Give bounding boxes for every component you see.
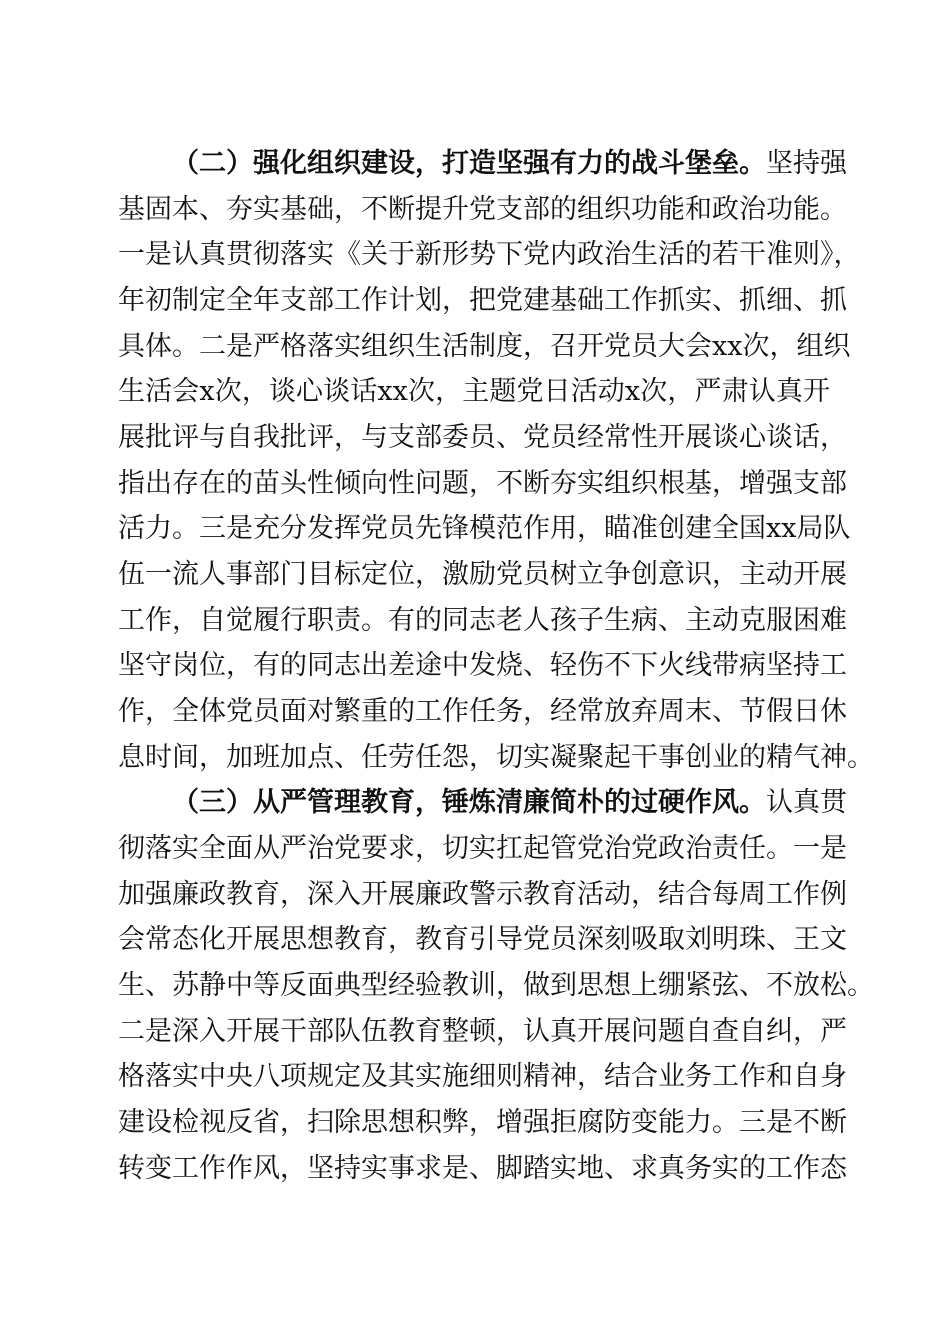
section2-line-12: 坚守岗位，有的同志出差途中发烧、轻伤不下火线带病坚持工 bbox=[118, 650, 847, 681]
section2-line-2: 基固本、夯实基础，不断提升党支部的组织功能和政治功能。 bbox=[118, 194, 847, 225]
section3-heading: （三）从严管理教育，锤炼清廉简朴的过硬作风。 bbox=[172, 787, 766, 818]
section2-line-7: 展批评与自我批评，与支部委员、党员经常性开展谈心谈话， bbox=[118, 422, 847, 453]
section3-line-6: 二是深入开展干部队伍教育整顿，认真开展问题自查自纠，严 bbox=[118, 1016, 847, 1047]
section3-line-1-text: 认真贯 bbox=[766, 787, 847, 818]
section3-line-2: 彻落实全面从严治党要求，切实扛起管党治党政治责任。一是 bbox=[118, 833, 847, 864]
section2-line-4: 年初制定全年支部工作计划，把党建基础工作抓实、抓细、抓 bbox=[118, 285, 847, 316]
section2-line-1 bbox=[172, 144, 847, 184]
section2-line-13: 作，全体党员面对繁重的工作任务，经常放弃周末、节假日休 bbox=[118, 696, 847, 727]
section3-line-7: 格落实中央八项规定及其实施细则精神，结合业务工作和自身 bbox=[118, 1061, 847, 1092]
section2-line-1-text: 坚持强 bbox=[766, 148, 847, 179]
section2-line-10: 伍一流人事部门目标定位，激励党员树立争创意识，主动开展 bbox=[118, 559, 847, 590]
section3-line-5: 生、苏静中等反面典型经验教训，做到思想上绷紧弦、不放松。 bbox=[118, 970, 874, 1001]
section2-line-8: 指出存在的苗头性倾向性问题，不断夯实组织根基，增强支部 bbox=[118, 468, 847, 499]
section2-line-11: 工作，自觉履行职责。有的同志老人孩子生病、主动克服困难 bbox=[118, 605, 847, 636]
section2-line-5: 具体。二是严格落实组织生活制度，召开党员大会xx次，组织 bbox=[118, 331, 851, 362]
section2-line-9: 活力。三是充分发挥党员先锋模范作用，瞄准创建全国xx局队 bbox=[118, 513, 851, 544]
section3-line-1 bbox=[172, 783, 847, 823]
section2-line-6: 生活会x次，谈心谈话xx次，主题党日活动x次，严肃认真开 bbox=[118, 376, 830, 407]
section3-line-3: 加强廉政教育，深入开展廉政警示教育活动，结合每周工作例 bbox=[118, 879, 847, 910]
section2-heading: （二）强化组织建设，打造坚强有力的战斗堡垒。 bbox=[172, 148, 766, 179]
section2-line-3: 一是认真贯彻落实《关于新形势下党内政治生活的若干准则》， bbox=[118, 239, 861, 270]
section3-line-9: 转变工作作风，坚持实事求是、脚踏实地、求真务实的工作态 bbox=[118, 1153, 847, 1184]
section2-line-14: 息时间，加班加点、任劳任怨，切实凝聚起干事创业的精气神。 bbox=[118, 742, 874, 773]
section3-line-4: 会常态化开展思想教育，教育引导党员深刻吸取刘明珠、王文 bbox=[118, 924, 847, 955]
section3-line-8: 建设检视反省，扫除思想积弊，增强拒腐防变能力。三是不断 bbox=[118, 1107, 847, 1138]
